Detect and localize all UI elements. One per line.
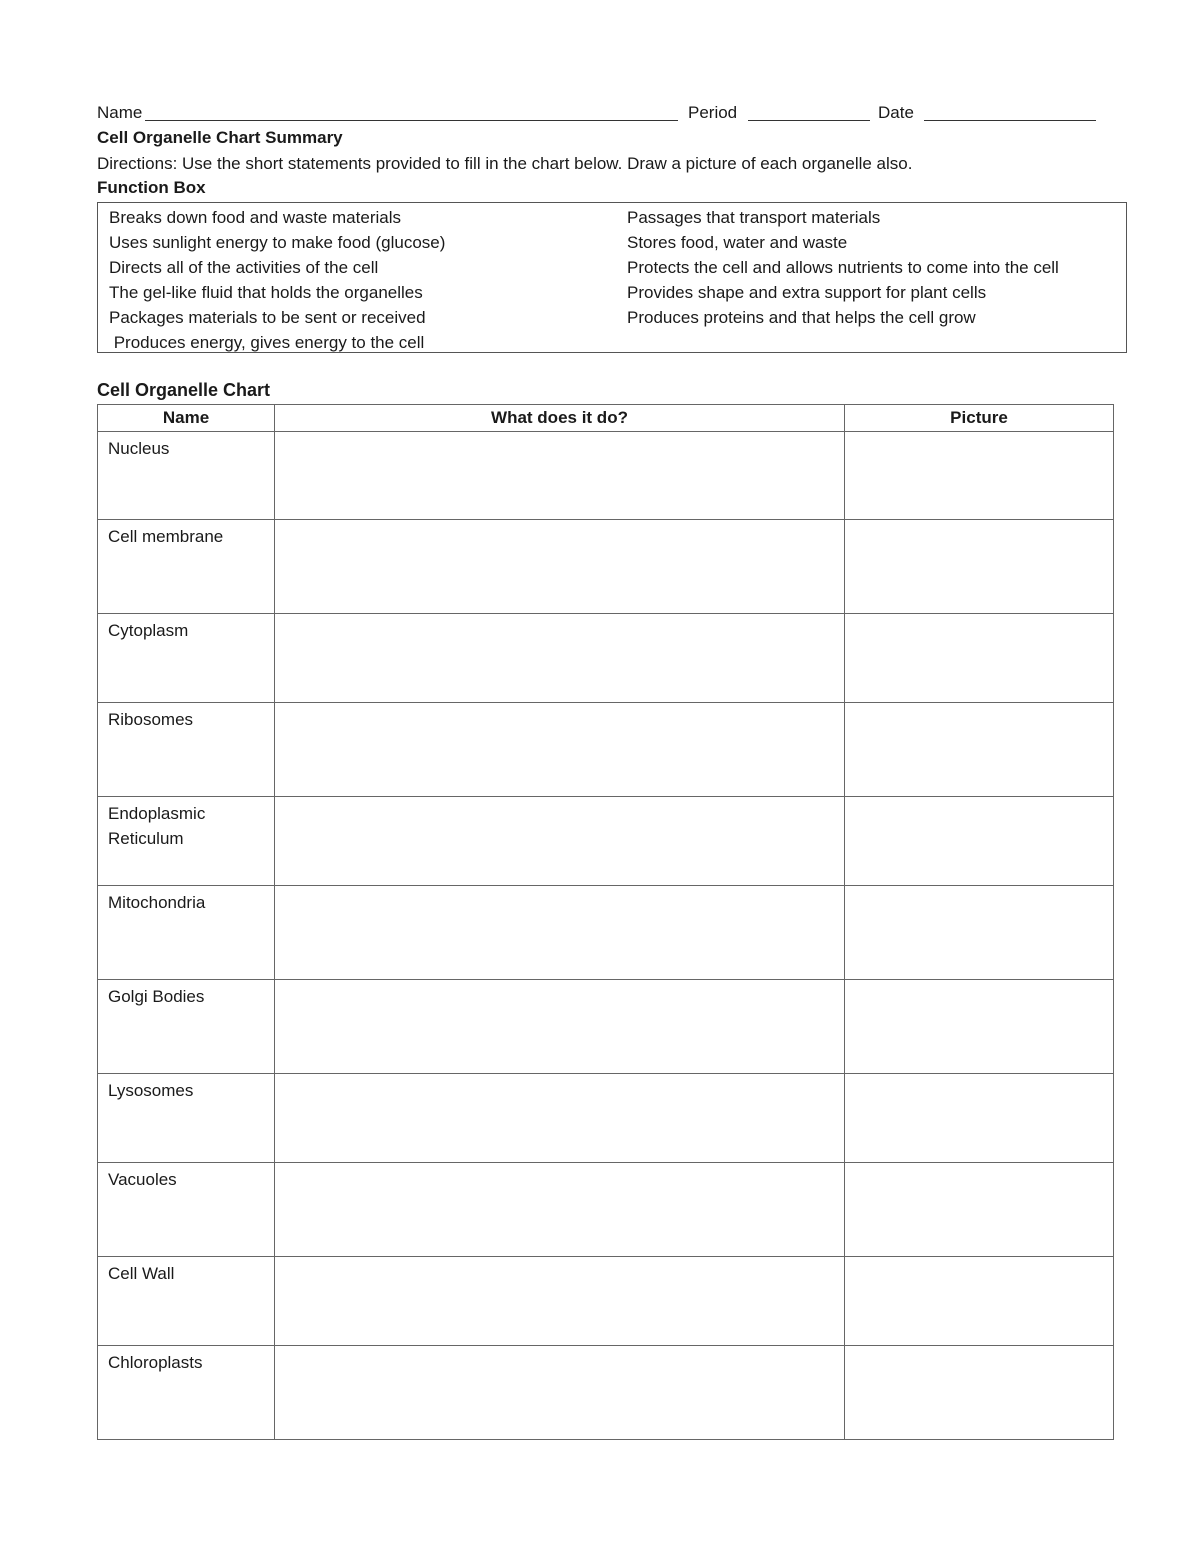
- name-field[interactable]: [145, 120, 678, 121]
- function-cell[interactable]: [275, 1257, 845, 1346]
- function-statement: Packages materials to be sent or received: [109, 308, 426, 327]
- column-header-picture: Picture: [845, 405, 1114, 432]
- table-row: [98, 703, 1114, 797]
- organelle-name: Nucleus: [98, 432, 275, 520]
- page-title: Cell Organelle Chart Summary: [97, 128, 343, 147]
- table-row: [98, 1163, 1114, 1257]
- organelle-name: Golgi Bodies: [98, 980, 275, 1074]
- date-label: Date: [878, 103, 914, 122]
- organelle-chart: [97, 404, 1114, 1440]
- function-cell[interactable]: [275, 1163, 845, 1257]
- picture-cell[interactable]: [845, 886, 1114, 980]
- organelle-name: Chloroplasts: [98, 1346, 275, 1440]
- function-statement: Directs all of the activities of the cell: [109, 258, 379, 277]
- picture-cell[interactable]: [845, 797, 1114, 886]
- picture-cell[interactable]: [845, 432, 1114, 520]
- column-header-name: Name: [98, 405, 275, 432]
- function-cell[interactable]: [275, 520, 845, 614]
- function-statement: Produces proteins and that helps the cell grow: [627, 308, 976, 327]
- table-row: [98, 520, 1114, 614]
- organelle-name: Cell membrane: [98, 520, 275, 614]
- organelle-name: Vacuoles: [98, 1163, 275, 1257]
- chart-header-row: [98, 405, 1114, 432]
- function-cell[interactable]: [275, 886, 845, 980]
- table-row: [98, 797, 1114, 886]
- function-box-right-column: [627, 205, 1059, 330]
- function-statement: Passages that transport materials: [627, 208, 881, 227]
- period-label: Period: [688, 103, 738, 122]
- function-statement: Breaks down food and waste materials: [109, 208, 401, 227]
- directions-text: Directions: Use the short statements provided to fill in the chart below. Draw a picture of each organelle also.: [97, 154, 913, 173]
- picture-cell[interactable]: [845, 1074, 1114, 1163]
- function-box-left-column: [109, 205, 445, 355]
- table-row: [98, 1074, 1114, 1163]
- picture-cell[interactable]: [845, 1257, 1114, 1346]
- function-statement: Produces energy, gives energy to the cell: [109, 333, 425, 352]
- function-cell[interactable]: [275, 703, 845, 797]
- table-row: [98, 1346, 1114, 1440]
- table-row: [98, 432, 1114, 520]
- picture-cell[interactable]: [845, 614, 1114, 703]
- function-statement: Protects the cell and allows nutrients to come into the cell: [627, 258, 1059, 277]
- function-statement: The gel-like fluid that holds the organelles: [109, 283, 423, 302]
- organelle-name: Mitochondria: [98, 886, 275, 980]
- table-row: [98, 980, 1114, 1074]
- organelle-name: Endoplasmic Reticulum: [98, 797, 275, 886]
- header-row: [97, 103, 1100, 125]
- picture-cell[interactable]: [845, 520, 1114, 614]
- table-row: [98, 886, 1114, 980]
- function-cell[interactable]: [275, 432, 845, 520]
- organelle-name: Cell Wall: [98, 1257, 275, 1346]
- organelle-name: Ribosomes: [98, 703, 275, 797]
- organelle-name: Lysosomes: [98, 1074, 275, 1163]
- name-label: Name: [97, 103, 143, 122]
- table-row: [98, 614, 1114, 703]
- picture-cell[interactable]: [845, 703, 1114, 797]
- table-row: [98, 1257, 1114, 1346]
- function-cell[interactable]: [275, 980, 845, 1074]
- function-box-heading: Function Box: [97, 178, 206, 197]
- function-cell[interactable]: [275, 614, 845, 703]
- period-field[interactable]: [748, 120, 870, 121]
- function-statement: Uses sunlight energy to make food (glucose): [109, 233, 446, 252]
- picture-cell[interactable]: [845, 980, 1114, 1074]
- organelle-name: Cytoplasm: [98, 614, 275, 703]
- function-statement: Stores food, water and waste: [627, 233, 848, 252]
- picture-cell[interactable]: [845, 1163, 1114, 1257]
- date-field[interactable]: [924, 120, 1096, 121]
- function-statement: Provides shape and extra support for plant cells: [627, 283, 987, 302]
- function-cell[interactable]: [275, 1346, 845, 1440]
- picture-cell[interactable]: [845, 1346, 1114, 1440]
- function-box: [97, 202, 1127, 353]
- function-cell[interactable]: [275, 1074, 845, 1163]
- column-header-function: What does it do?: [275, 405, 845, 432]
- function-cell[interactable]: [275, 797, 845, 886]
- chart-title: Cell Organelle Chart: [97, 380, 271, 400]
